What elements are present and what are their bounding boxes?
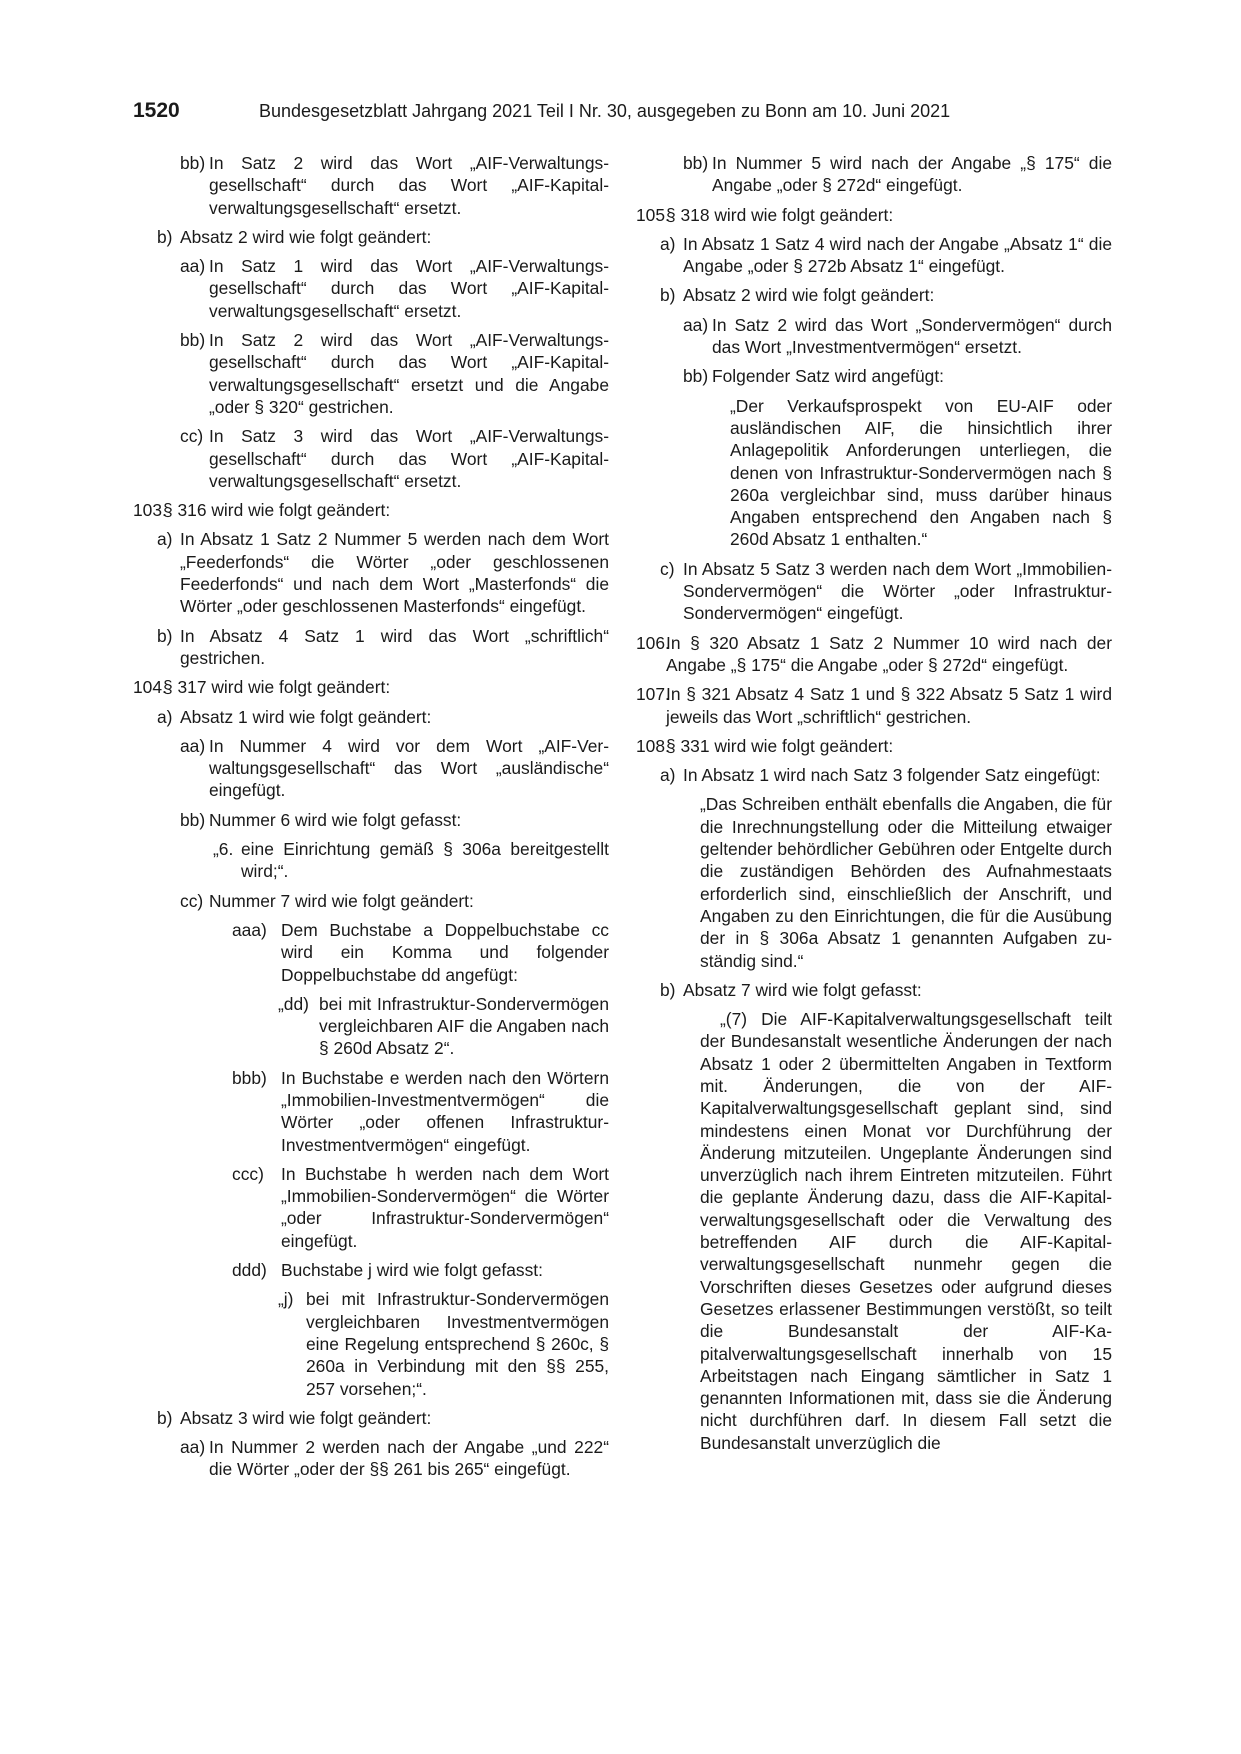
item-label: a) [157,529,173,550]
list-item [133,1259,609,1281]
list-item [133,1407,609,1429]
list-item [133,425,609,492]
item-text: Absatz 3 wird wie folgt geändert: [180,1407,432,1428]
item-text: § 318 wird wie folgt geändert: [666,204,894,225]
quoted-paragraph: „(7) Die AIF-Kapitalverwaltungsgesellschaft teilt der Bundesanstalt wesentliche Änderungen der nach Absatz 1 oder 2 übermittelten Angaben in Textform mit. Änderungen, die von der AIF-Kapitalverwaltungsgesellschaft geplant sind, sind mindestens einen Monat vor Durchführung der Änderung mitzuteilen. Ungeplante Änderungen sind unverzüglich nach ihrem Eintreten mitzuteilen. Führt die geplante Änderung dazu, dass die AIF-Kapitalverwaltungsgesellschaft oder die Verwaltung des betreffenden AIF durch die AIF-Kapitalverwaltungsgesellschaft nunmehr gegen die Vorschriften dieses Gesetzes oder aufgrund dieses Gesetzes erlassener Bestimmungen verstößt, so teilt die Bundesanstalt der AIF-Kapitalverwaltungsgesellschaft innerhalb von 15 Arbeitstagen nach Eingang sämtlicher in Satz 1 genannten Informationen mit, dass sie die Änderung nicht durchführen darf. In diesem Fall setzt die Bundesanstalt unverzüglich die [700,1009,1112,1453]
list-item [133,838,609,883]
item-text: In Nummer 4 wird vor dem Wort „AIF-Verwaltungsgesellschaft“ das Wort „ausländische“ eingefügt. [209,735,609,801]
header-title: Bundesgesetzblatt Jahrgang 2021 Teil I Nr. 30, ausgegeben zu Bonn am 10. Juni 2021 [259,101,951,121]
item-text: In Absatz 4 Satz 1 wird das Wort „schriftlich“ gestrichen. [180,625,609,668]
item-text: Nummer 7 wird wie folgt geändert: [209,890,474,911]
list-item [133,625,609,670]
item-text: bei mit Infrastruktur-Sondervermögen vergleichbaren Investmentvermögen eine Regelung entsprechend § 260c, § 260a in Verbindung mit den §§ 255, 257 vorsehen;“. [306,1289,609,1399]
item-label: bb) [180,809,206,830]
item-text: In Nummer 5 wird nach der Angabe „§ 175“ die Angabe „oder § 272d“ eingefügt. [712,153,1112,196]
item-label: b) [660,979,676,1000]
list-item [133,499,609,521]
item-text: § 317 wird wie folgt geändert: [163,677,391,698]
list-item [133,1067,609,1156]
list-item [133,528,609,617]
item-text: In Satz 1 wird das Wort „AIF-Verwaltungsgesellschaft“ durch das Wort „AIF-Kapitalverwaltungsgesellschaft“ ersetzt. [209,256,609,321]
item-text: Nummer 6 wird wie folgt gefasst: [209,809,462,830]
list-item [636,632,1112,677]
item-label: bbb) [232,1067,267,1088]
item-text: In § 320 Absatz 1 Satz 2 Nummer 10 wird nach der Angabe „§ 175“ die Angabe „oder § 272d“ eingefügt. [666,632,1112,675]
item-text: In Satz 3 wird das Wort „AIF-Verwaltungsgesellschaft“ durch das Wort „AIF-Kapitalverwaltungsgesellschaft“ ersetzt. [209,426,609,491]
list-item [133,890,609,912]
list-item [133,1288,609,1399]
item-label: bb) [683,366,709,387]
quoted-sentence: „Der Verkaufsprospekt von EU-AIF oder ausländischen AIF, die hinsichtlich ihrer Anlagepolitik Anforderungen unterliegen, die denen von Infrastruktur-Sondervermögen nach § 260a vergleichbar sind, muss darüber hinaus Angaben entsprechend den Angaben nach § 260d Absatz 1 enthalten.“ [730,395,1112,550]
list-item [636,152,1112,197]
item-label: b) [157,1407,173,1428]
item-text: In Absatz 5 Satz 3 werden nach dem Wort „Immobilien-Sondervermögen“ die Wörter „oder Infrastruktur-Sondervermögen“ eingefügt. [683,558,1112,624]
item-label: aa) [683,314,709,335]
item-label: ddd) [232,1260,267,1281]
item-text: Dem Buchstabe a Doppelbuchstabe cc wird ein Komma und folgender Doppelbuchstabe dd angefügt: [281,919,609,985]
item-text: Absatz 2 wird wie folgt geändert: [180,226,432,247]
list-item [636,204,1112,226]
item-label: cc) [180,426,204,447]
item-text: In Satz 2 wird das Wort „Sondervermögen“ durch das Wort „Investmentvermögen“ ersetzt. [712,314,1112,358]
item-text: In Satz 2 wird das Wort „AIF-Verwaltungsgesellschaft“ durch das Wort „AIF-Kapitalverwaltungsgesellschaft“ ersetzt. [209,153,609,218]
item-label: 105. [636,204,670,225]
item-label: 106. [636,632,670,653]
item-text: In Satz 2 wird das Wort „AIF-Verwaltungsgesellschaft“ durch das Wort „AIF-Kapitalverwaltungsgesellschaft“ ersetzt und die Angabe „oder § 320“ gestrichen. [209,330,609,417]
list-item [133,1436,609,1481]
list-item [636,284,1112,306]
item-text: In Absatz 1 Satz 4 wird nach der Angabe „Absatz 1“ die Angabe „oder § 272b Absatz 1“ eingefügt. [683,233,1112,277]
list-item [133,152,609,219]
item-text: In § 321 Absatz 4 Satz 1 und § 322 Absatz 5 Satz 1 wird jeweils das Wort „schriftlich“ gestrichen. [666,684,1112,727]
list-item [133,676,609,698]
list-item [133,993,609,1060]
item-label: b) [157,625,173,646]
page-header [133,99,1113,127]
item-label: „dd) [278,993,309,1014]
item-label: 107. [636,684,670,705]
list-item [133,809,609,831]
right-column [636,152,1112,1461]
item-label: „6. [213,839,234,860]
item-text: In Buchstabe h werden nach dem Wort „Immobilien-Sondervermögen“ die Wörter „oder Infrastruktur-Sondervermögen“ eingefügt. [281,1163,609,1251]
list-item [636,735,1112,757]
item-label: 104. [133,677,167,698]
item-label: a) [660,233,676,254]
item-text: Absatz 1 wird wie folgt geändert: [180,706,432,727]
item-label: bb) [683,153,709,173]
list-item [133,329,609,418]
list-item [133,255,609,322]
item-text: In Absatz 1 Satz 2 Nummer 5 werden nach dem Wort „Feederfonds“ die Wörter „oder geschlossenen Feederfonds“ und nach dem Wort „Masterfonds“ die Wörter „oder geschlossenen Masterfonds“ eingefügt. [180,529,609,617]
item-text: Absatz 2 wird wie folgt geändert: [683,285,935,306]
item-label: aa) [180,735,206,756]
list-item [133,735,609,802]
item-text: bei mit Infrastruktur-Sondervermögen vergleichbaren AIF die Angaben nach § 260d Absatz 2“. [319,993,609,1059]
item-label: 103. [133,500,167,521]
item-label: aaa) [232,919,267,940]
page-number: 1520 [133,99,180,122]
item-label: aa) [180,256,206,277]
item-text: § 331 wird wie folgt geändert: [666,735,894,756]
item-text: eine Einrichtung gemäß § 306a bereitgestellt wird;“. [241,839,609,882]
item-label: b) [660,285,676,306]
list-item [636,365,1112,387]
item-label: 108. [636,735,670,756]
list-item [636,979,1112,1001]
item-label: „j) [278,1289,294,1310]
item-label: a) [660,765,676,786]
item-text: In Absatz 1 wird nach Satz 3 folgender Satz eingefügt: [683,765,1101,786]
item-text: § 316 wird wie folgt geändert: [163,500,391,521]
item-label: b) [157,226,173,247]
list-item [133,706,609,728]
item-label: cc) [180,890,204,911]
item-text: Buchstabe j wird wie folgt gefasst: [281,1260,543,1281]
item-label: a) [157,706,173,727]
item-label: ccc) [232,1163,264,1184]
list-item [636,314,1112,359]
list-item [133,226,609,248]
list-item [636,558,1112,625]
list-item [636,764,1112,786]
list-item [133,1163,609,1252]
item-label: aa) [180,1437,206,1458]
item-text: Folgender Satz wird angefügt: [712,366,945,387]
list-item [133,919,609,986]
list-item [636,233,1112,278]
item-label: bb) [180,153,206,173]
item-text: In Nummer 2 werden nach der Angabe „und 222“ die Wörter „oder der §§ 261 bis 265“ eingefügt. [209,1437,609,1480]
item-label: bb) [180,330,206,351]
item-label: c) [660,558,675,579]
list-item [636,683,1112,728]
item-text: In Buchstabe e werden nach den Wörtern „Immobilien-Investmentvermögen“ die Wörter „oder offenen Infrastruktur-Investmentvermögen“ eingefügt. [281,1067,609,1155]
item-text: Absatz 7 wird wie folgt gefasst: [683,979,922,1000]
left-column [133,152,609,1488]
quoted-sentence: „Das Schreiben enthält ebenfalls die Angaben, die für die Inrechnungstellung oder die Mitteilung etwaiger geltender behördlicher Gebühren oder Entgelte durch die zuständigen Behörden des Aufnahmestaats erforderlich sind, einschließlich der Anschrift, und Angaben zu den Einrichtungen, die für die Ausübung der in § 306a Absatz 1 genannten Aufgaben zuständig sind.“ [700,794,1112,971]
